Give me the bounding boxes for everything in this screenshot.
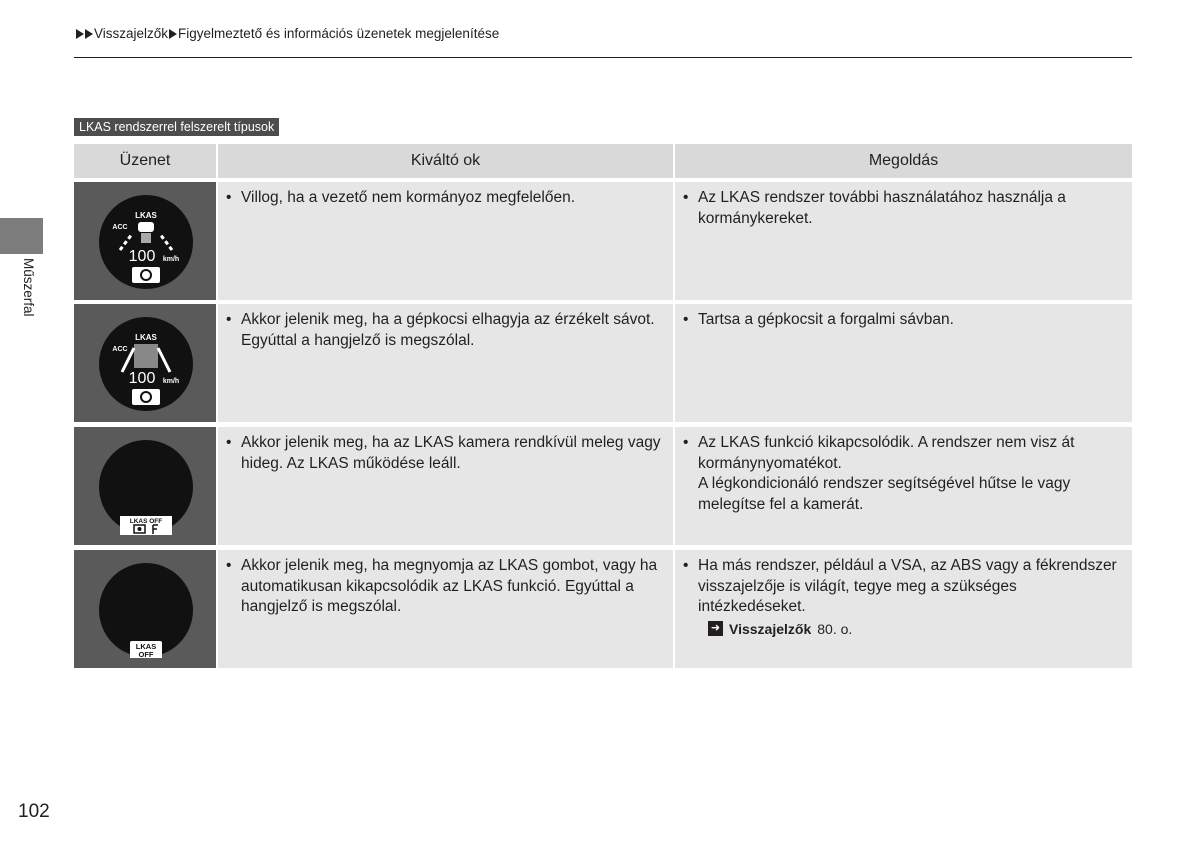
cross-reference[interactable] (698, 619, 1126, 640)
solution-text: • Ha más rendszer, például a VSA, az ABS vagy a fékrendszer visszajelzője is világít, tegye meg a szükséges intézkedéseket. (683, 556, 1126, 618)
solution-cell (675, 427, 1132, 545)
reference-page: 80. o. (817, 620, 853, 637)
arrow-icon (76, 29, 84, 39)
solution-cell (675, 304, 1132, 422)
cause-text: • Villog, ha a vezető nem kormányoz megfelelően. (226, 188, 667, 209)
breadcrumb (76, 26, 499, 41)
svg-text:km/h: km/h (162, 256, 180, 263)
svg-text:100: 100 (128, 248, 156, 265)
page-number: 102 (18, 801, 50, 822)
reference-title: Visszajelzők (729, 620, 812, 637)
svg-text:LKAS: LKAS (135, 642, 157, 651)
section-label: LKAS rendszerrel felszerelt típusok (74, 118, 279, 136)
arrow-icon (169, 29, 177, 39)
svg-text:100: 100 (128, 370, 156, 387)
cause-text: • Akkor jelenik meg, ha megnyomja az LKAS gombot, vagy ha automatikusan kikapcsolódik az LKAS funkció. Egyúttal a hangjelző is megszólal. (226, 556, 667, 618)
solution-cell (675, 182, 1132, 300)
solution-text: A légkondicionáló rendszer segítségével hűtse le vagy melegítse fel a kamerát. (698, 475, 1071, 513)
cause-text: • Akkor jelenik meg, ha a gépkocsi elhagyja az érzékelt sávot. Egyúttal a hangjelző is megszólal. (226, 310, 667, 351)
svg-text:ACC: ACC (112, 224, 128, 231)
cause-cell (218, 304, 673, 422)
svg-text:LKAS: LKAS (135, 211, 157, 220)
cause-cell (218, 550, 673, 668)
cause-cell (218, 182, 673, 300)
column-header-cause: Kiváltó ok (218, 144, 673, 178)
svg-text:OFF: OFF (138, 650, 154, 658)
svg-text:ACC: ACC (112, 346, 128, 353)
column-header-message: Üzenet (74, 144, 216, 178)
solution-text: • Tartsa a gépkocsit a forgalmi sávban. (683, 310, 1126, 331)
lkas-off-camera-display-icon (98, 439, 194, 535)
breadcrumb-item[interactable]: Visszajelzők (94, 26, 169, 41)
column-header-solution: Megoldás (675, 144, 1132, 178)
breadcrumb-item[interactable]: Figyelmeztető és információs üzenetek megjelenítése (178, 26, 500, 41)
message-display-2 (74, 304, 216, 422)
header-divider (74, 57, 1132, 58)
svg-text:LKAS: LKAS (135, 333, 157, 342)
svg-text:LKAS OFF: LKAS OFF (129, 518, 163, 525)
lkas-off-display-icon (98, 562, 194, 658)
message-display-4 (74, 550, 216, 668)
solution-text: • Az LKAS rendszer további használatához használja a kormánykereket. (683, 188, 1126, 229)
lkas-warning-display-icon (98, 194, 194, 290)
svg-text:km/h: km/h (162, 378, 180, 385)
message-display-1 (74, 182, 216, 300)
chapter-tab (0, 218, 43, 254)
cause-text: • Akkor jelenik meg, ha az LKAS kamera rendkívül meleg vagy hideg. Az LKAS működése leáll. (226, 433, 667, 474)
reference-arrow-icon: ➜ (708, 621, 723, 636)
solution-cell (675, 550, 1132, 668)
lane-departure-display-icon (98, 316, 194, 412)
message-display-3 (74, 427, 216, 545)
arrow-icon (85, 29, 93, 39)
cause-cell (218, 427, 673, 545)
chapter-label: Műszerfal (21, 258, 36, 317)
solution-text: • Az LKAS funkció kikapcsolódik. A rendszer nem visz át kormánynyomatékot. (683, 433, 1126, 474)
